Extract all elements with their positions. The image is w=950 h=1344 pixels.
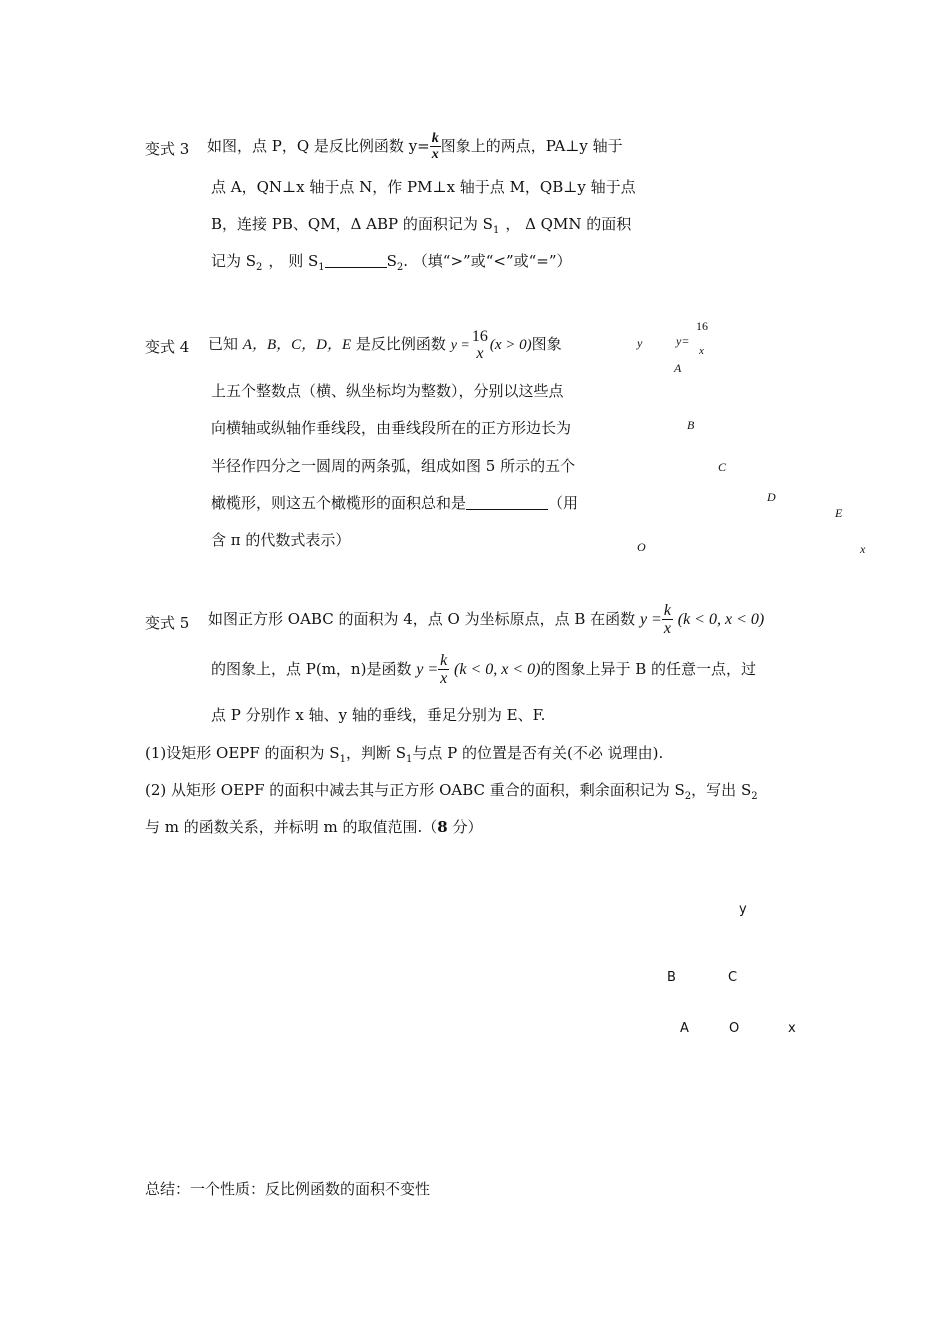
v4-points: A，B，C，D，E [242,337,352,353]
summary: 总结：一个性质：反比例函数的面积不变性 [145,1180,431,1198]
v4-line1-text-a: 已知 [208,335,239,353]
v5-q1-text-b: ，判断 S [345,744,406,762]
fig5-origin-o: O [637,540,646,554]
v4-line5 [211,492,578,513]
v5-line1-text-a: 如图正方形 OABC 的面积为 4，点 O 为坐标原点，点 B 在函数 [208,610,636,628]
v4-line4: 半径作四分之一圆周的两条弧，组成如图 5 所示的五个 [211,457,576,475]
v5-label: 变式 5 [145,614,190,632]
v3-line4: 记为 $S_2$ ， 则 $S_1$ $S_2$. （填“>”或“<”或“=”） [211,252,572,273]
v5-frac-num: k [663,602,671,619]
v3-sub-s2-b: 2 [396,262,404,273]
v3-line3-text-b: ， Δ QMN 的面积 [505,215,632,233]
v3-line4-text-c: . （填“>”或“<”或“=”） [403,252,572,270]
v5-condition-2: (k < 0, x < 0) [454,661,541,678]
v5-line3: 点 P 分别作 x 轴、y 轴的垂线，垂足分别为 E、F. [211,706,546,724]
fig5-point-e: E [835,506,843,520]
fig5-eq-prefix: y= [676,334,690,348]
fig-v5-x-label: x [788,1021,796,1036]
v5-q2 [145,779,758,800]
v4-frac-den: x [476,344,484,362]
fig5-x-axis-label: x [860,542,866,556]
v5-eq-y-2: y = [416,661,439,678]
v5-q1 [145,742,663,763]
fig-v5-origin-o: O [729,1021,740,1036]
v3-line1-text-b: 图象上的两点，PA⊥y 轴于 [440,137,623,155]
v5-q1-text-a: (1)设矩形 OEPF 的面积为 S [145,744,340,762]
v3-sub-s2: 2 [256,262,263,273]
fig5-point-b: B [687,418,695,432]
fig-v5-point-b: B [667,970,676,985]
v3-line4-text-b: ， 则 S [268,252,319,270]
v4-frac-num: 16 [471,327,488,345]
v5-frac-num-2: k [440,652,448,669]
fig5-point-c: C [718,460,727,474]
v4-line2: 上五个整数点（横、纵坐标均为整数），分别以这些点 [211,382,564,400]
v5-line1 [208,596,764,642]
v4-condition: (x > 0) [489,337,532,353]
v5-q3 [145,816,483,837]
fig5-eq-den: x [699,345,704,357]
v5-q2-text-a: (2) 从矩形 OEPF 的面积中减去其与正方形 OABC 重合的面积，剩余面积记为 S [145,781,685,799]
v5-q3-text-b: 分） [447,818,483,836]
v5-q2-text-b: ，写出 S [691,781,752,799]
fig5-point-d: D [767,490,776,504]
v5-line2-text-b: 的图象上异于 B 的任意一点，过 [540,660,757,678]
v4-line6: 含 π 的代数式表示） [211,531,351,549]
v3-frac-num: k [431,131,439,146]
v5-q3-bold: 8 [437,818,448,836]
v4-line1-text-b: 是反比例函数 [355,335,446,353]
v5-q1-sub: 1 [339,754,346,765]
v5-q2-sub2: 2 [751,791,758,802]
v3-line3 [211,213,631,234]
v5-q1-sub2: 1 [406,754,413,765]
v3-line2: 点 A，QN⊥x 轴于点 N，作 PM⊥x 轴于点 M，QB⊥y 轴于点 [211,178,636,196]
v3-fraction [430,132,441,162]
v3-sub-s1: 1 [492,225,500,236]
v3-line4-text-a: 记为 S [211,252,257,270]
fig-v5-point-a: A [680,1021,689,1036]
v3-line1-text-a: 如图，点 P，Q 是反比例函数 y= [207,137,430,155]
fig-v5-point-c: C [728,970,738,985]
v5-q1-text-c: 与点 P 的位置是否有关(不必 说理由). [412,744,664,762]
v3-line3-text-a: B，连接 PB、QM，Δ ABP 的面积记为 S [211,215,493,233]
fig5-point-a: A [674,361,682,375]
v4-fraction [470,329,490,362]
v5-fraction-2 [438,653,449,687]
v4-line1-text-c: 图象 [531,335,562,353]
fig-v5-y-label: y [739,902,747,917]
v4-answer-blank[interactable] [466,495,548,510]
v3-label: 变式 3 [145,140,190,158]
v5-line2 [211,646,756,692]
v4-line3: 向横轴或纵轴作垂线段，由垂线段所在的正方形边长为 [211,419,572,437]
fig5-eq-num: 16 [696,319,708,333]
v5-frac-den: x [663,620,671,637]
v5-frac-den-2: x [440,670,448,687]
fig5-y-axis-label: y [637,336,643,350]
v4-line5-text-b: （用 [548,494,579,512]
v5-q3-text-a: 与 m 的函数关系，并标明 m 的取值范围.（ [145,818,438,836]
v3-answer-blank[interactable] [325,253,387,268]
v5-fraction [662,603,673,637]
v4-eq-y: y = [450,338,470,353]
v5-q2-sub: 2 [684,791,692,802]
v4-line5-text-a: 橄榄形，则这五个橄榄形的面积总和是 [211,494,467,512]
v5-line2-text-a: 的图象上，点 P(m，n)是函数 [211,660,412,678]
v4-label: 变式 4 [145,338,190,356]
v3-line1 [207,128,623,164]
v5-condition: (k < 0, x < 0) [677,611,765,628]
v3-sub-s1-b: 1 [318,262,325,273]
v3-frac-den: x [431,147,439,162]
v4-line1 [208,322,562,366]
v5-eq-y: y = [639,611,662,628]
